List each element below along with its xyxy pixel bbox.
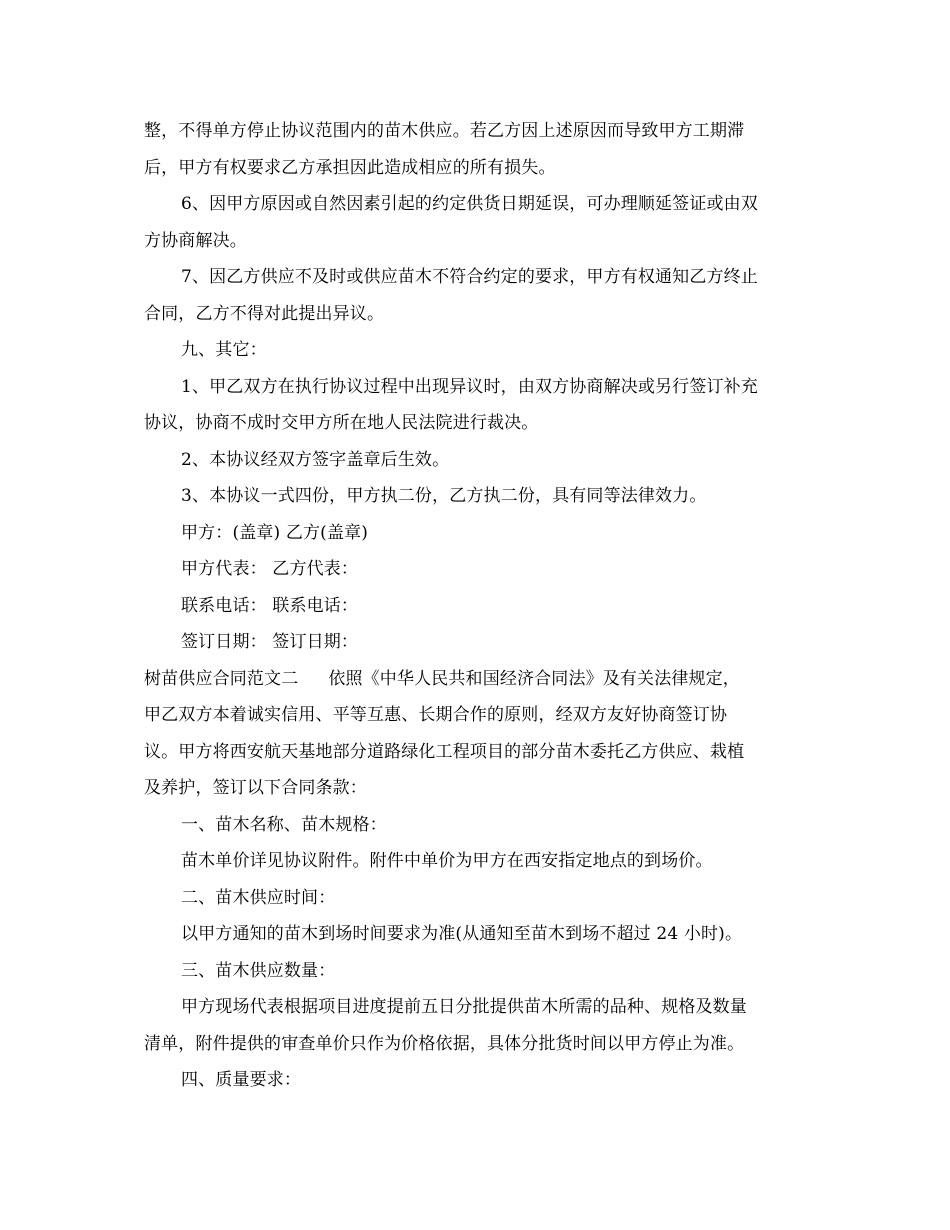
text-line: 方协商解决。 (144, 230, 247, 251)
clause-9-2: 2、本协议经双方签字盖章后生效。 (181, 449, 450, 470)
signature-representative-line: 甲方代表： 乙方代表： (181, 559, 359, 579)
clause-9-3: 3、本协议一式四份，甲方执二份，乙方执二份，具有同等法律效力。 (181, 486, 707, 506)
signature-seal-line: 甲方：(盖章) 乙方(盖章) (181, 522, 369, 543)
second-contract-title-line (144, 661, 816, 698)
text-line: 整，不得单方停止协议范围内的苗木供应。若乙方因上述原因而导致甲方工期滞 (144, 121, 745, 141)
document-body (144, 113, 816, 1099)
text-line: 后，甲方有权要求乙方承担因此造成相应的所有损失。 (144, 157, 556, 178)
text-line: 协议，协商不成时交甲方所在地人民法院进行裁决。 (144, 413, 539, 433)
signature-date-line: 签订日期： 签订日期： (181, 632, 359, 652)
section-heading-4: 四、质量要求： (181, 1070, 302, 1090)
text-line: 清单，附件提供的审查单价只作为价格依据，具体分批货时间以甲方停止为准。 (144, 1033, 745, 1054)
clause-6: 6、因甲方原因或自然因素引起的约定供货日期延误，可办理顺延签证或由双 (181, 194, 758, 214)
section-heading-9: 九、其它： (181, 340, 267, 360)
section-heading-1: 一、苗木名称、苗木规格： (181, 814, 387, 835)
text-line: 议。甲方将西安航天基地部分道路绿化工程项目的部分苗木委托乙方供应、栽植 (144, 741, 745, 762)
text-line: 以甲方通知的苗木到场时间要求为准(从通知至苗木到场不超过 24 小时)。 (181, 924, 743, 944)
text-line: 苗木单价详见协议附件。附件中单价为甲方在西安指定地点的到场价。 (181, 851, 713, 871)
signature-phone-line: 联系电话： 联系电话： (181, 595, 359, 616)
section-heading-2: 二、苗木供应时间： (181, 887, 336, 908)
text-line: 甲方现场代表根据项目进度提前五日分批提供苗木所需的品种、规格及数量 (181, 997, 747, 1017)
clause-9-1: 1、甲乙双方在执行协议过程中出现异议时，由双方协商解决或另行签订补充 (181, 376, 758, 397)
text-line: 合同，乙方不得对此提出异议。 (144, 303, 385, 324)
second-contract-intro: 依照《中华人民共和国经济合同法》及有关法律规定， (328, 668, 740, 689)
text-line: 及养护，签订以下合同条款： (144, 778, 367, 798)
text-line: 甲乙双方本着诚实信用、平等互惠、长期合作的原则，经双方友好协商签订协 (144, 705, 728, 725)
section-heading-3: 三、苗木供应数量： (181, 960, 336, 981)
clause-7: 7、因乙方供应不及时或供应苗木不符合约定的要求，甲方有权通知乙方终止 (181, 267, 758, 287)
second-contract-title: 树苗供应合同范文二 (144, 668, 299, 689)
